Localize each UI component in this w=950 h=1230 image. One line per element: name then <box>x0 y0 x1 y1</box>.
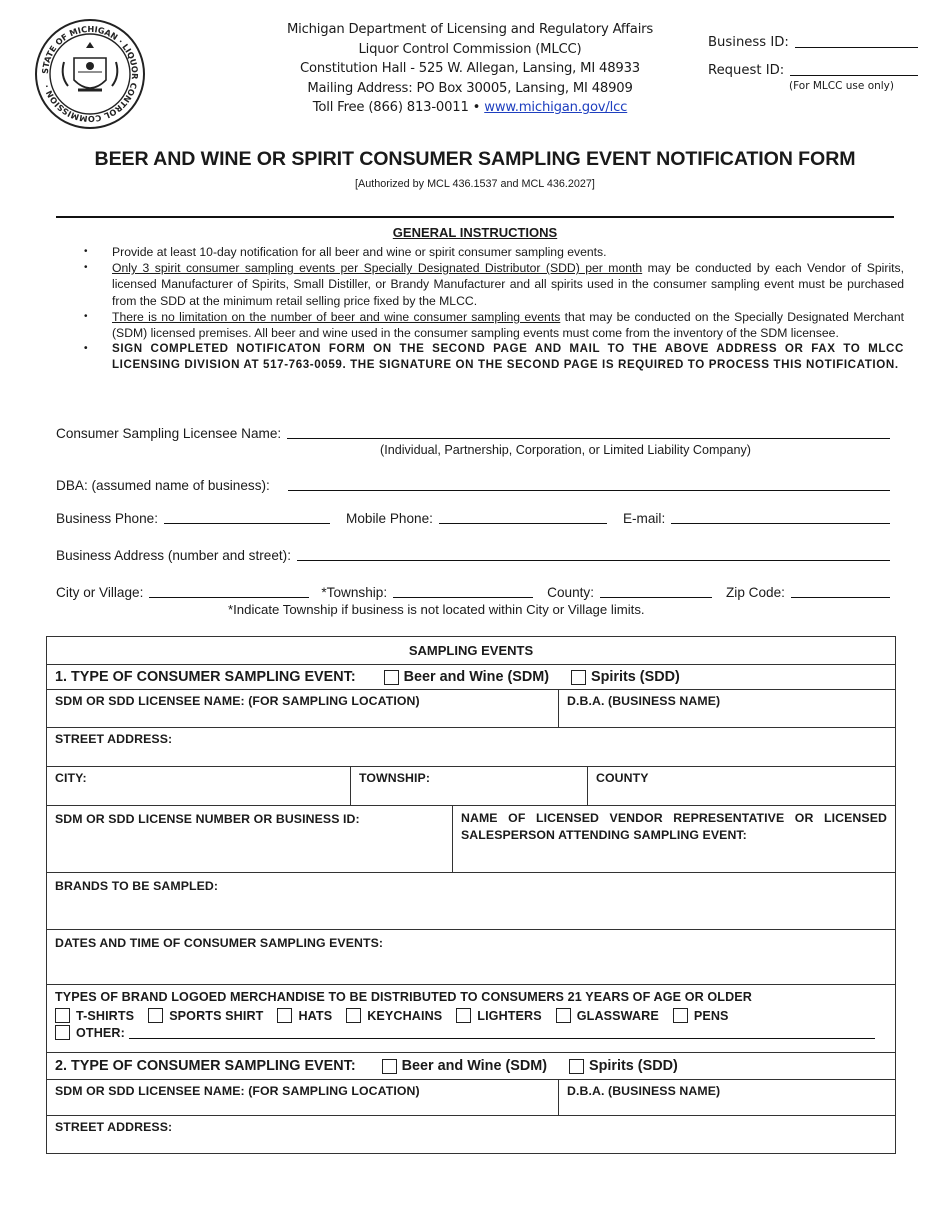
township-note: *Indicate Township if business is not located within City or Village limits. <box>228 602 645 617</box>
sampling-events-table <box>46 636 896 1154</box>
instructions-list <box>84 244 904 374</box>
phone-row <box>56 509 896 526</box>
event1-city-label: CITY: <box>55 771 87 785</box>
event2-street-label: STREET ADDRESS: <box>55 1120 173 1134</box>
licensee-name-row <box>56 424 896 441</box>
checkbox[interactable] <box>277 1008 292 1023</box>
merch-option-lighters[interactable] <box>456 1008 541 1023</box>
merch-label: GLASSWARE <box>576 1008 659 1023</box>
event2-dba-cell[interactable] <box>558 1080 895 1115</box>
event1-type-label: 1. TYPE OF CONSUMER SAMPLING EVENT: <box>55 669 356 685</box>
zip-field[interactable] <box>791 583 890 598</box>
event2-licensee-name-label: SDM OR SDD LICENSEE NAME: (FOR SAMPLING LOCATION) <box>55 1084 420 1098</box>
township-field[interactable] <box>393 583 533 598</box>
event2-type-row <box>47 1052 895 1079</box>
website-link[interactable]: www.michigan.gov/lcc <box>484 100 628 115</box>
event1-licensee-name-cell[interactable] <box>47 690 558 727</box>
business-phone-label: Business Phone: <box>56 511 159 526</box>
event2-beer-wine-checkbox[interactable] <box>382 1059 397 1074</box>
event1-dba-label: D.B.A. (BUSINESS NAME) <box>567 694 721 708</box>
merch-option-sports-shirt[interactable] <box>148 1008 263 1023</box>
instruction-text: that may be conducted on the Specially Designated Merchant (SDM) licensed premises. All beer and wine used in the consumer sampling events must come from the inventory of the SDM licensee. <box>112 309 905 341</box>
dba-row <box>56 476 896 493</box>
event1-spirits-checkbox[interactable] <box>571 670 586 685</box>
event1-beer-wine-checkbox[interactable] <box>384 670 399 685</box>
instruction-item <box>84 309 904 341</box>
agency-line: Mailing Address: PO Box 30005, Lansing, MI 48909 <box>307 80 633 96</box>
event1-type <box>47 665 688 689</box>
request-id-field[interactable] <box>790 62 918 76</box>
request-id-label: Request ID: <box>708 63 785 78</box>
event1-county-cell[interactable] <box>587 767 895 805</box>
merch-option-tshirts[interactable] <box>55 1008 134 1023</box>
business-address-field[interactable] <box>297 546 890 561</box>
svg-text:STATE OF MICHIGAN · LIQUOR CON: STATE OF MICHIGAN · LIQUOR CONTROL COMMISSION · <box>39 23 141 125</box>
instruction-text: Provide at least 10-day notification for all beer and wine or spirit consumer sampling events. <box>112 245 607 259</box>
event2-type <box>47 1053 686 1079</box>
merch-other-checkbox[interactable] <box>55 1025 70 1040</box>
checkbox[interactable] <box>55 1008 70 1023</box>
business-phone-field[interactable] <box>164 509 330 524</box>
instruction-underlined: There is no limitation on the number of beer and wine consumer sampling events <box>112 309 561 324</box>
agency-line: Michigan Department of Licensing and Regulatory Affairs <box>286 22 654 37</box>
agency-line: Liquor Control Commission (MLCC) <box>358 41 582 57</box>
merch-options <box>55 1008 887 1023</box>
divider <box>56 216 894 218</box>
mlcc-seal-logo <box>34 18 146 130</box>
city-label: City or Village: <box>56 585 144 600</box>
city-row <box>56 583 896 600</box>
event2-street-row <box>47 1115 895 1153</box>
township-label: *Township: <box>321 585 388 600</box>
instruction-item <box>84 341 904 373</box>
event1-merch-cell <box>47 985 895 1052</box>
event2-spirits-label: Spirits (SDD) <box>589 1058 678 1074</box>
instruction-text: SIGN COMPLETED NOTIFICATON FORM ON THE SECOND PAGE AND MAIL TO THE ABOVE ADDRESS OR FAX TO MLCC LICENSING DIVISION AT 517-763-0059. THE SIGNATURE ON THE SECOND PAGE IS REQUIRED TO PROCESS THIS NOTIFICATION. <box>112 342 904 372</box>
email-label: E-mail: <box>622 511 666 526</box>
event1-license-row <box>47 805 895 872</box>
agency-contact-line <box>240 98 700 118</box>
event1-brands-cell[interactable] <box>47 873 895 929</box>
request-id-row <box>708 50 918 78</box>
zip-label: Zip Code: <box>726 585 785 600</box>
instruction-underlined: Only 3 spirit consumer sampling events per Specially Designated Distributor (SDD) per month <box>112 261 643 276</box>
event1-dates-label: DATES AND TIME OF CONSUMER SAMPLING EVENTS: <box>55 936 384 950</box>
event2-type-label: 2. TYPE OF CONSUMER SAMPLING EVENT: <box>55 1058 356 1074</box>
event2-beer-wine-label: Beer and Wine (SDM) <box>401 1058 548 1074</box>
event1-type-row <box>47 664 895 689</box>
county-label: County: <box>547 585 594 600</box>
event1-city-cell[interactable] <box>47 767 350 805</box>
mobile-phone-field[interactable] <box>439 509 607 524</box>
sampling-heading: SAMPLING EVENTS <box>408 643 534 658</box>
event1-dates-cell[interactable] <box>47 930 895 984</box>
event1-street-row <box>47 727 895 766</box>
address-row <box>56 546 896 563</box>
merch-label: HATS <box>298 1008 333 1023</box>
dba-label: DBA: (assumed name of business): <box>56 478 270 493</box>
event1-vendor-rep-label: NAME OF LICENSED VENDOR REPRESENTATIVE OR LICENSED SALESPERSON ATTENDING SAMPLING EVENT: <box>461 811 887 842</box>
event1-dates-row <box>47 929 895 984</box>
merch-label: T-SHIRTS <box>76 1008 135 1023</box>
email-field[interactable] <box>671 509 890 524</box>
business-id-label: Business ID: <box>708 35 789 50</box>
event1-brands-label: BRANDS TO BE SAMPLED: <box>55 879 219 893</box>
merch-option-glassware[interactable] <box>556 1008 659 1023</box>
merch-option-hats[interactable] <box>277 1008 332 1023</box>
agency-line: Constitution Hall - 525 W. Allegan, Lansing, MI 48933 <box>300 61 640 76</box>
mlcc-id-block <box>708 22 918 92</box>
agency-address-block <box>240 20 700 118</box>
event1-location-row <box>47 766 895 805</box>
event2-licensee-name-cell[interactable] <box>47 1080 558 1115</box>
city-field[interactable] <box>149 583 309 598</box>
county-field[interactable] <box>600 583 712 598</box>
checkbox[interactable] <box>456 1008 471 1023</box>
event1-brands-row <box>47 872 895 929</box>
event1-township-cell[interactable] <box>350 767 587 805</box>
licensee-name-label: Consumer Sampling Licensee Name: <box>56 426 282 441</box>
event1-street-label: STREET ADDRESS: <box>55 732 173 746</box>
event1-licensee-row <box>47 689 895 727</box>
merch-other-field[interactable] <box>129 1027 875 1039</box>
checkbox[interactable] <box>673 1008 688 1023</box>
merch-other-row <box>55 1025 887 1040</box>
event2-street-cell[interactable] <box>47 1116 895 1153</box>
form-title: BEER AND WINE OR SPIRIT CONSUMER SAMPLING EVENT NOTIFICATION FORM <box>94 148 856 170</box>
event1-beer-wine-label: Beer and Wine (SDM) <box>403 669 550 685</box>
mobile-phone-label: Mobile Phone: <box>346 511 433 526</box>
event2-dba-label: D.B.A. (BUSINESS NAME) <box>567 1084 721 1098</box>
event1-street-cell[interactable] <box>47 728 895 766</box>
instruction-item <box>84 244 904 260</box>
event1-license-number-label: SDM OR SDD LICENSE NUMBER OR BUSINESS ID: <box>55 812 360 826</box>
event1-vendor-rep-cell[interactable] <box>452 806 895 872</box>
licensee-name-field[interactable] <box>287 424 890 439</box>
event2-licensee-row <box>47 1079 895 1115</box>
event2-spirits-checkbox[interactable] <box>569 1059 584 1074</box>
event1-county-label: COUNTY <box>596 771 649 785</box>
authorization-note: [Authorized by MCL 436.1537 and MCL 436.2027] <box>355 178 595 190</box>
event1-licensee-name-label: SDM OR SDD LICENSEE NAME: (FOR SAMPLING LOCATION) <box>55 694 420 708</box>
checkbox[interactable] <box>148 1008 163 1023</box>
business-address-label: Business Address (number and street): <box>56 548 291 563</box>
event1-spirits-label: Spirits (SDD) <box>591 669 680 685</box>
mlcc-use-note: (For MLCC use only) <box>789 80 894 92</box>
merch-label: PENS <box>693 1008 729 1023</box>
toll-free: Toll Free (866) 813-0011 • <box>312 100 485 115</box>
checkbox[interactable] <box>556 1008 571 1023</box>
licensee-name-hint: (Individual, Partnership, Corporation, or Limited Liability Company) <box>380 443 751 457</box>
business-id-field[interactable] <box>795 34 918 48</box>
merch-label: KEYCHAINS <box>367 1008 443 1023</box>
merch-heading: TYPES OF BRAND LOGOED MERCHANDISE TO BE DISTRIBUTED TO CONSUMERS 21 YEARS OF AGE OR OLDER <box>55 990 752 1004</box>
merch-other-label: OTHER: <box>76 1025 125 1040</box>
business-id-row <box>708 22 918 50</box>
dba-field[interactable] <box>288 476 890 491</box>
sampling-heading-row <box>47 637 895 664</box>
merch-label: LIGHTERS <box>477 1008 542 1023</box>
event1-dba-cell[interactable] <box>558 690 895 727</box>
merch-option-keychains[interactable] <box>346 1008 442 1023</box>
instructions-heading: GENERAL INSTRUCTIONS <box>392 225 558 240</box>
event1-merch-row <box>47 984 895 1052</box>
checkbox[interactable] <box>346 1008 361 1023</box>
event1-license-number-cell[interactable] <box>47 806 452 872</box>
instruction-item <box>84 260 904 309</box>
instruction-text: may be conducted by each Vendor of Spirits, licensed Manufacturer of Spirits, Small Distiller, or Brandy Manufacturer and all spirits used in the consumer sampling event must be purchased from the SDD at the minimum retail selling price fixed by the MLCC. <box>112 261 905 308</box>
merch-option-pens[interactable] <box>673 1008 729 1023</box>
event1-township-label: TOWNSHIP: <box>359 771 431 785</box>
merch-label: SPORTS SHIRT <box>169 1008 264 1023</box>
